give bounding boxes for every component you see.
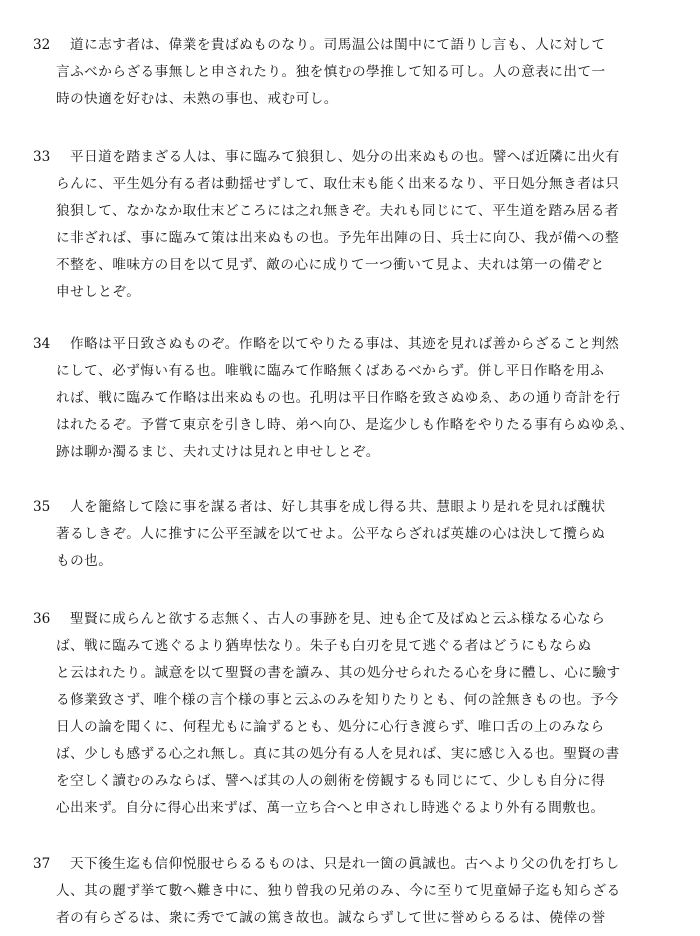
paragraph-line: 者の有らざるは、衆に秀でて誠の篤き故也。誠ならずして世に誉めらるるは、僥倖の誉 [56,910,606,926]
paragraph-line: ば、少しも感ずる心之れ無し。真に其の処分有る人を見れば、実に感じ入る也。聖賢の書 [56,746,620,762]
paragraph-line: に非ざれば、事に臨みて策は出来ぬもの也。予先年出陣の日、兵士に向ひ、我が備への整 [56,230,620,246]
paragraph-line: ば、戦に臨みて逃ぐるより猶卑怯なり。朱子も白刃を見て逃ぐる者はどうにもならぬ [56,638,592,654]
paragraph-number: 33 [33,149,51,165]
paragraph-line: 狼狽して、なかなか取仕末どころには之れ無きぞ。夫れも同じにて、平生道を踏み居る者 [56,203,619,219]
paragraph-line: と云はれたり。誠意を以て聖賢の書を讀み、其の処分せられたる心を身に體し、心に驗す [56,665,621,681]
paragraph-line: もの也。 [56,553,113,569]
paragraph-line: 平日道を踏まざる人は、事に臨みて狼狽し、処分の出来ぬもの也。譬へば近隣に出火有 [70,149,620,165]
paragraph-line: 人を籠絡して陰に事を謀る者は、好し其事を成し得る共、慧眼より是れを見れば醜状 [70,499,606,515]
paragraph-line: れば、戦に臨みて作略は出来ぬもの也。孔明は平日作略を致さぬゆゑ、あの通り奇計を行 [56,390,621,406]
paragraph-line: はれたるぞ。予嘗て東京を引きし時、弟へ向ひ、是迄少しも作略をやりたる事有らぬゆゑ、 [56,417,634,433]
paragraph-line: にして、必ず悔い有る也。唯戦に臨みて作略無くばあるべからず。併し平日作略を用ふ [56,363,605,379]
paragraph-line: 日人の論を聞くに、何程尤もに論ずるとも、処分に心行き渡らず、唯口舌の上のみなら [56,719,605,735]
paragraph-number: 37 [33,856,51,872]
paragraph-line: 時の快適を好むは、未熟の事也、戒む可し。 [56,91,338,107]
paragraph-line: 道に志す者は、偉業を貴ばぬものなり。司馬温公は閨中にて語りし言も、人に対して [70,37,606,53]
paragraph-line: 申せしとぞ。 [56,284,141,300]
paragraph-line: 著るしきぞ。人に推すに公平至誠を以てせよ。公平ならざれば英雄の心は決して攬らぬ [56,526,606,542]
paragraph-line: 人、其の麗ず挙て數へ難き中に、独り曾我の兄弟のみ、今に至りて児童婦子迄も知らざる [56,883,621,899]
paragraph-line: 心出来ず。自分に得心出来ずば、萬一立ち合へと申されし時逃ぐるより外有る間敷也。 [56,800,605,816]
paragraph-line: らんに、平生処分有る者は動揺せずして、取仕末も能く出来るなり、平日処分無き者は只 [56,176,620,192]
paragraph-line: を空しく讀むのみならば、譬へば其の人の劍術を傍観するも同じにて、少しも自分に得 [56,773,606,789]
paragraph-line: 聖賢に成らんと欲する志無く、古人の事跡を見、迚も企て及ばぬと云ふ様なる心なら [70,611,606,627]
paragraph-line: 作略は平日致さぬものぞ。作略を以てやりたる事は、其迹を見れば善からざること判然 [70,336,620,352]
paragraph-line: る修業致さず、唯个様の言个様の事と云ふのみを知りたりとも、何の詮無きもの也。予今 [56,692,619,708]
paragraph-number: 36 [33,611,51,627]
paragraph-number: 35 [33,499,51,515]
paragraph-number: 32 [33,37,51,53]
paragraph-line: 跡は聊か濁るまじ、夫れ丈けは見れと申せしとぞ。 [56,444,380,460]
paragraph-number: 34 [33,336,51,352]
paragraph-line: 不整を、唯味方の目を以て見ず、敵の心に成りて一つ衝いて見よ、夫れは第一の備ぞと [56,257,605,273]
paragraph-line: 言ふべからざる事無しと申されたり。独を慎むの學推して知る可し。人の意表に出て一 [56,64,606,80]
paragraph-line: 天下後生迄も信仰悦服せらるるものは、只是れ一箇の眞誠也。古へより父の仇を打ちし [70,856,620,872]
